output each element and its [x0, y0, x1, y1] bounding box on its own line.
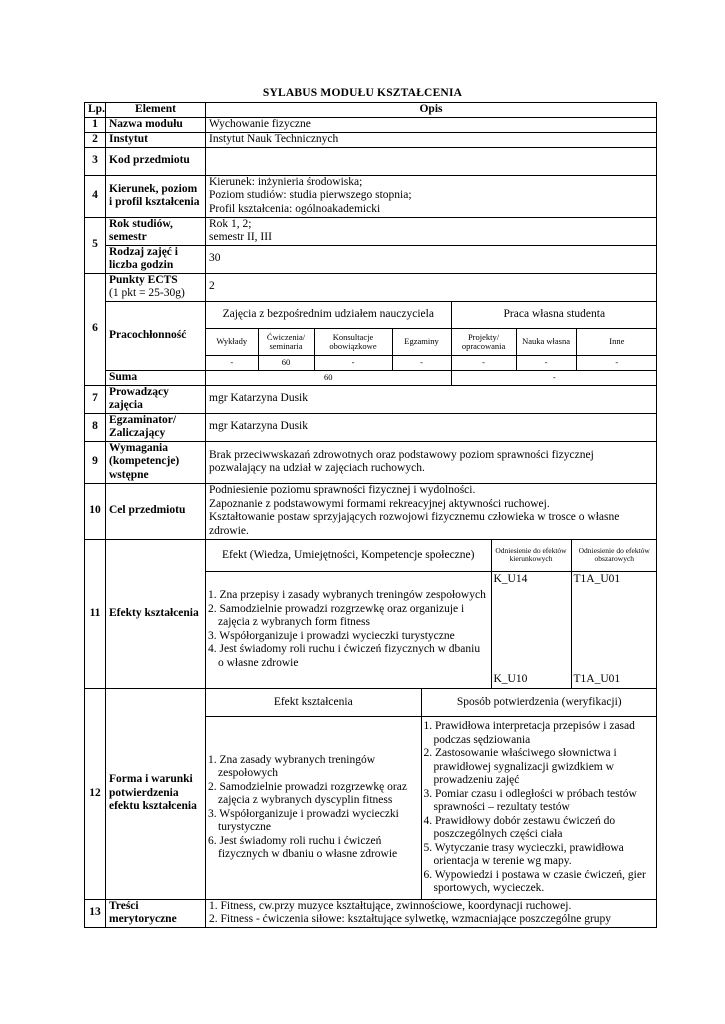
header-element: Element [106, 103, 206, 118]
forma-efekt-item: 3. Współorganizuje i prowadzi wycieczki turystyczne [208, 807, 399, 834]
row-element: Cel przedmiotu [106, 483, 206, 539]
row-lp: 12 [85, 688, 106, 899]
poziom-line: Poziom studiów: studia pierwszego stopnia; [209, 189, 412, 202]
efekty-list [206, 572, 491, 688]
kierunkowe-bottom: K_U10 [493, 673, 528, 685]
semestr-line: semestr II, III [209, 231, 272, 243]
row-kierunek [85, 175, 657, 217]
row-element: Suma [106, 370, 206, 385]
row-value [206, 899, 657, 927]
cel-line: Podniesienie poziomu sprawności fizycznej i wydolności. [209, 484, 476, 496]
col-konsultacje: Konsultacje obowiązkowe [314, 329, 392, 355]
row-value [206, 217, 657, 245]
sposob-item: 1. Prawidłowa interpretacja przepisów i zasad podczas sędziowania [423, 720, 635, 746]
val-projekty: - [451, 355, 516, 369]
efekt-item: 1. Zna przepisy i zasady wybranych treningów zespołowych [208, 589, 486, 602]
row-lp: 8 [85, 413, 106, 441]
kierunkowe-cell [491, 572, 571, 688]
col-egzaminy: Egzaminy [392, 329, 451, 355]
sposob-header: Sposób potwierdzenia (weryfikacji) [421, 689, 657, 717]
row-lp: 13 [85, 899, 106, 927]
efekt-item: 2. Samodzielnie prowadzi rozgrzewkę oraz organizuje i zajęcia z wybranych form fitness [208, 602, 465, 629]
row-lp: 6 [85, 273, 106, 385]
profil-line: Profil kształcenia: ogólnoakademicki [209, 202, 381, 215]
row-lp: 3 [85, 147, 106, 175]
row-value [206, 175, 657, 217]
tresc-item: 1. Fitness, cw.przy muzyce kształtujące, zwinnościowe, koordynacji ruchowej. [209, 899, 572, 912]
row-lp: 10 [85, 483, 106, 539]
row-lp: 9 [85, 441, 106, 483]
obszarowe-cell [571, 572, 657, 688]
row-element: Rodzaj zajęć i liczba godzin [106, 245, 206, 273]
row-instytut [85, 132, 657, 147]
row-lp: 11 [85, 539, 106, 688]
row-egzaminator [85, 413, 657, 441]
kierunek-line: Kierunek: inżynieria środowiska; [209, 175, 363, 188]
row-suma [85, 370, 657, 385]
header-row [85, 103, 657, 118]
ects-label: Punkty ECTS [109, 273, 178, 286]
efekty-cell [206, 539, 657, 688]
row-element: Kierunek, poziom i profil kształcenia [106, 175, 206, 217]
row-value: 2 [206, 273, 657, 301]
row-value: Instytut Nauk Technicznych [206, 132, 657, 147]
row-element: Forma i warunki potwierdzenia efektu kształcenia [106, 688, 206, 899]
forma-efekt-item: 2. Samodzielnie prowadzi rozgrzewkę oraz zajęcia z wybranych dyscyplin fitness [208, 780, 407, 807]
val-nauka: - [516, 355, 576, 369]
direct-header: Zajęcia z bezpośrednim udziałem nauczyciela [206, 302, 451, 329]
row-efekty-ksztalcenia [85, 539, 657, 688]
row-rodzaj-zajec [85, 245, 657, 273]
val-wyklady: - [206, 355, 258, 369]
row-element: Egzaminator/ Zaliczający [106, 413, 206, 441]
kierunkowe-top: K_U14 [493, 573, 528, 585]
tresc-item: 2. Fitness - ćwiczenia siłowe: kształtujące sylwetkę, wzmacniające poszczególne grupy [209, 913, 612, 925]
suma-cell [206, 370, 657, 385]
efekt-header: Efekt (Wiedza, Umiejętności, Kompetencje społeczne) [206, 540, 491, 572]
val-inne: - [576, 355, 657, 369]
col-inne: Inne [576, 329, 657, 355]
workload-cell [206, 301, 657, 370]
row-value: Brak przeciwwskazań zdrowotnych oraz podstawowy poziom sprawności fizycznej pozwalający na udział w zajęciach ruchowych. [206, 441, 657, 483]
row-value: mgr Katarzyna Dusik [206, 385, 657, 413]
forma-cell [206, 688, 657, 899]
obszarowe-bottom: T1A_U01 [573, 673, 621, 685]
forma-efekty-list [206, 717, 421, 899]
row-punkty-ects [85, 273, 657, 301]
row-element: Treści merytoryczne [106, 899, 206, 927]
suma-table [206, 371, 657, 385]
sposob-item: 2. Zastosowanie właściwego słownictwa i prawidłowej sygnalizacji gwizdkiem w prowadzeniu zajęć [423, 747, 617, 786]
syllabus-table [84, 102, 657, 928]
row-lp: 2 [85, 132, 106, 147]
row-lp: 5 [85, 217, 106, 273]
row-element: Instytut [106, 132, 206, 147]
row-lp: 4 [85, 175, 106, 217]
header-opis: Opis [206, 103, 657, 118]
row-value: mgr Katarzyna Dusik [206, 413, 657, 441]
row-nazwa-modulu [85, 117, 657, 132]
document-title: SYLABUS MODUŁU KSZTAŁCENIA [262, 87, 463, 99]
row-element: Kod przedmiotu [106, 147, 206, 175]
ects-sub: (1 pkt = 25-30g) [109, 287, 185, 299]
row-lp: 1 [85, 117, 106, 132]
own-header: Praca własna studenta [451, 302, 657, 329]
cel-line: Kształtowanie postaw sprzyjających rozwojowi fizycznemu człowieka w trosce o własne zdrowie. [209, 511, 620, 537]
suma-direct: 60 [206, 371, 451, 385]
cel-line: Zapoznanie z podstawowymi formami rekreacyjnej aktywności ruchowej. [209, 497, 550, 510]
col-wyklady: Wykłady [206, 329, 258, 355]
obszarowe-top: T1A_U01 [573, 573, 621, 585]
row-element: Wymagania (kompetencje) wstępne [106, 441, 206, 483]
col-projekty: Projekty/ opracowania [451, 329, 516, 355]
sposob-item: 5. Wytyczanie trasy wycieczki, prawidłowa orientacja w terenie wg mapy. [423, 841, 624, 867]
forma-efekt-item: 1. Zna zasady wybranych treningów zespołowych [208, 753, 376, 780]
row-lp: 7 [85, 385, 106, 413]
row-element: Prowadzący zajęcia [106, 385, 206, 413]
row-element [106, 273, 206, 301]
row-pracochlonnosc [85, 301, 657, 370]
row-wymagania [85, 441, 657, 483]
val-konsultacje: - [314, 355, 392, 369]
sposob-list [421, 717, 657, 899]
efekt-item: 4. Jest świadomy roli ruchu i ćwiczeń fizycznych w dbaniu o własne zdrowie [208, 643, 481, 669]
row-value [206, 147, 657, 175]
kierunkowe-header: Odniesienie do efektów kierunkowych [491, 540, 571, 572]
sposob-item: 4. Prawidłowy dobór zestawu ćwiczeń do poszczególnych części ciała [423, 814, 616, 840]
sposob-item: 3. Pomiar czasu i odległości w próbach testów sprawności – rezultaty testów [423, 787, 637, 813]
row-value: 30 [206, 245, 657, 273]
row-element: Nazwa modułu [106, 117, 206, 132]
col-cwiczenia: Ćwiczenia/ seminaria [258, 329, 314, 355]
col-nauka: Nauka własna [516, 329, 576, 355]
efekty-table [206, 540, 657, 688]
row-value [206, 483, 657, 539]
workload-table [206, 302, 657, 370]
obszarowe-header: Odniesienie do efektów obszarowych [571, 540, 657, 572]
sposob-item: 6. Wypowiedzi i postawa w czasie ćwiczeń, gier sportowych, wycieczek. [423, 868, 646, 894]
row-forma-potwierdzenia [85, 688, 657, 899]
header-lp: Lp. [85, 103, 106, 118]
suma-own: - [451, 371, 657, 385]
row-rok-studiow [85, 217, 657, 245]
forma-efekt-item: 6. Jest świadomy roli ruchu i ćwiczeń fizycznych w dbaniu o własne zdrowie [208, 834, 398, 861]
row-tresci-merytoryczne [85, 899, 657, 927]
row-value: Wychowanie fizyczne [206, 117, 657, 132]
val-egzaminy: - [392, 355, 451, 369]
efekt-ksztalcenia-header: Efekt kształcenia [206, 689, 421, 717]
forma-table [206, 689, 657, 899]
val-cwiczenia: 60 [258, 355, 314, 369]
row-cel-przedmiotu [85, 483, 657, 539]
rok-line: Rok 1, 2; [209, 217, 252, 230]
row-prowadzacy [85, 385, 657, 413]
row-kod-przedmiotu [85, 147, 657, 175]
efekt-item: 3. Współorganizuje i prowadzi wycieczki turystyczne [208, 629, 455, 642]
row-element: Efekty kształcenia [106, 539, 206, 688]
row-element: Rok studiów, semestr [106, 217, 206, 245]
row-element: Pracochłonność [106, 301, 206, 370]
